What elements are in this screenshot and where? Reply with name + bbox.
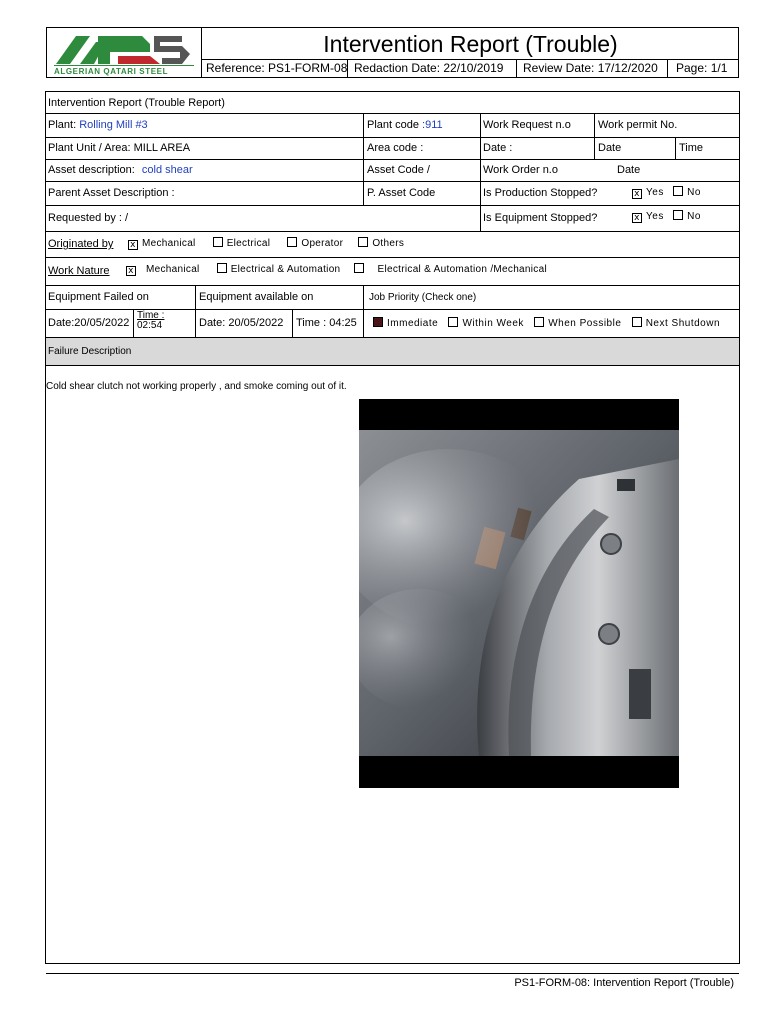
available-time: Time : 04:25 [296, 317, 357, 329]
failed-time [137, 311, 164, 331]
priority-when-possible-label: When Possible [548, 318, 622, 329]
nature-mechanical-checkbox[interactable]: x [126, 266, 136, 276]
asset-desc-label: Asset description: [48, 164, 135, 176]
failed-time-value: 02:54 [137, 320, 163, 331]
reference: Reference: PS1-FORM-08 [206, 61, 348, 75]
orig-operator-checkbox[interactable] [287, 237, 297, 247]
priority-within-week-checkbox[interactable] [448, 317, 458, 327]
hline [45, 181, 740, 182]
vline [292, 309, 293, 337]
production-stopped-label: Is Production Stopped? [483, 187, 598, 199]
orig-others-checkbox[interactable] [358, 237, 368, 247]
hline [45, 365, 740, 366]
failure-text: Cold shear clutch not working properly , and smoke coming out of it. [46, 381, 347, 392]
priority-within-week-label: Within Week [462, 318, 524, 329]
vline [133, 309, 134, 337]
nature-elec-auto-mech-checkbox[interactable] [354, 263, 364, 273]
requested-by: Requested by : / [48, 212, 129, 224]
redaction-date: Redaction Date: 22/10/2019 [354, 61, 504, 75]
priority-next-shutdown-checkbox[interactable] [632, 317, 642, 327]
work-request: Work Request n.o [483, 119, 571, 131]
hline [45, 159, 740, 160]
nature-elec-auto-mech-label: Electrical & Automation /Mechanical [377, 264, 547, 275]
orig-mechanical-label: Mechanical [142, 238, 196, 249]
priority-immediate-label: Immediate [387, 318, 439, 329]
originated-by-options [128, 237, 404, 250]
nature-elec-auto-checkbox[interactable] [217, 263, 227, 273]
work-nature-options [126, 263, 547, 276]
plant-label: Plant: [48, 119, 77, 131]
orig-electrical-label: Electrical [226, 238, 271, 249]
no-label: No [687, 187, 701, 198]
plant-code-field [367, 119, 443, 131]
failure-photo [359, 399, 679, 788]
failure-description-bar [46, 338, 739, 365]
orig-operator-label: Operator [301, 238, 344, 249]
meta-divider-3 [667, 59, 668, 78]
equip-failed-on: Equipment Failed on [48, 291, 149, 303]
equipment-no-checkbox[interactable] [673, 210, 683, 220]
orig-electrical-checkbox[interactable] [213, 237, 223, 247]
work-order-date: Date [617, 164, 641, 176]
page-title: Intervention Report (Trouble) [323, 31, 618, 57]
plant-code-value: :911 [422, 119, 443, 131]
area-code: Area code : [367, 142, 424, 154]
equipment-yes-checkbox[interactable]: x [632, 213, 642, 223]
vline [480, 113, 481, 231]
asset-desc-value: cold shear [141, 164, 193, 176]
hline [45, 137, 740, 138]
orig-mechanical-checkbox[interactable]: x [128, 240, 138, 250]
failure-description-label: Failure Description [48, 346, 132, 357]
plant-unit: Plant Unit / Area: MILL AREA [48, 142, 191, 154]
priority-immediate-checkbox[interactable] [373, 317, 383, 327]
asset-code: Asset Code / [367, 164, 430, 176]
equip-available-on: Equipment available on [199, 291, 314, 303]
production-yes-checkbox[interactable]: x [632, 189, 642, 199]
hline [45, 231, 740, 232]
priority-next-shutdown-label: Next Shutdown [645, 318, 721, 329]
plant-field [48, 119, 148, 131]
production-stopped-options [632, 186, 701, 199]
work-permit: Work permit No. [598, 119, 678, 131]
nature-elec-auto-label: Electrical & Automation [230, 264, 341, 275]
production-no-checkbox[interactable] [673, 186, 683, 196]
footer-text: PS1-FORM-08: Intervention Report (Trouble) [514, 977, 734, 989]
vline [195, 285, 196, 337]
section-title: Intervention Report (Trouble Report) [48, 97, 225, 109]
work-order: Work Order n.o [483, 164, 558, 176]
logo-text: ALGERIAN QATARI STEEL [54, 65, 194, 76]
vline [594, 113, 595, 159]
company-logo [50, 30, 198, 76]
equipment-stopped-options [632, 210, 701, 223]
hline [45, 285, 740, 286]
review-date: Review Date: 17/12/2020 [523, 61, 658, 75]
job-priority: Job Priority (Check one) [369, 292, 477, 303]
time-header: Time [679, 142, 704, 154]
originated-by-label: Originated by [48, 238, 114, 250]
parent-asset: Parent Asset Description : [48, 187, 175, 199]
hline [45, 257, 740, 258]
vline [675, 137, 676, 159]
vline [363, 285, 364, 337]
meta-divider-1 [347, 59, 348, 78]
meta-divider-2 [516, 59, 517, 78]
vline [363, 113, 364, 205]
plant-value: Rolling Mill #3 [79, 119, 148, 131]
page-number: Page: 1/1 [676, 61, 728, 75]
equipment-stopped-label: Is Equipment Stopped? [483, 212, 598, 224]
hline [45, 205, 740, 206]
orig-others-label: Others [372, 238, 405, 249]
asset-description [48, 164, 193, 176]
plant-code-label: Plant code [367, 119, 419, 131]
no-label: No [687, 211, 701, 222]
date-label: Date : [483, 142, 513, 154]
nature-mechanical-label: Mechanical [146, 264, 200, 275]
yes-label: Yes [646, 211, 664, 222]
date-header: Date [598, 142, 622, 154]
yes-label: Yes [646, 187, 664, 198]
failed-date: Date:20/05/2022 [48, 317, 130, 329]
failed-time-label: Time : [137, 310, 165, 321]
footer-rule [46, 973, 739, 974]
hline [45, 113, 740, 114]
p-asset-code: P. Asset Code [367, 187, 436, 199]
available-date: Date: 20/05/2022 [199, 317, 284, 329]
priority-options [373, 317, 720, 329]
priority-when-possible-checkbox[interactable] [534, 317, 544, 327]
work-nature-label: Work Nature [48, 265, 110, 277]
